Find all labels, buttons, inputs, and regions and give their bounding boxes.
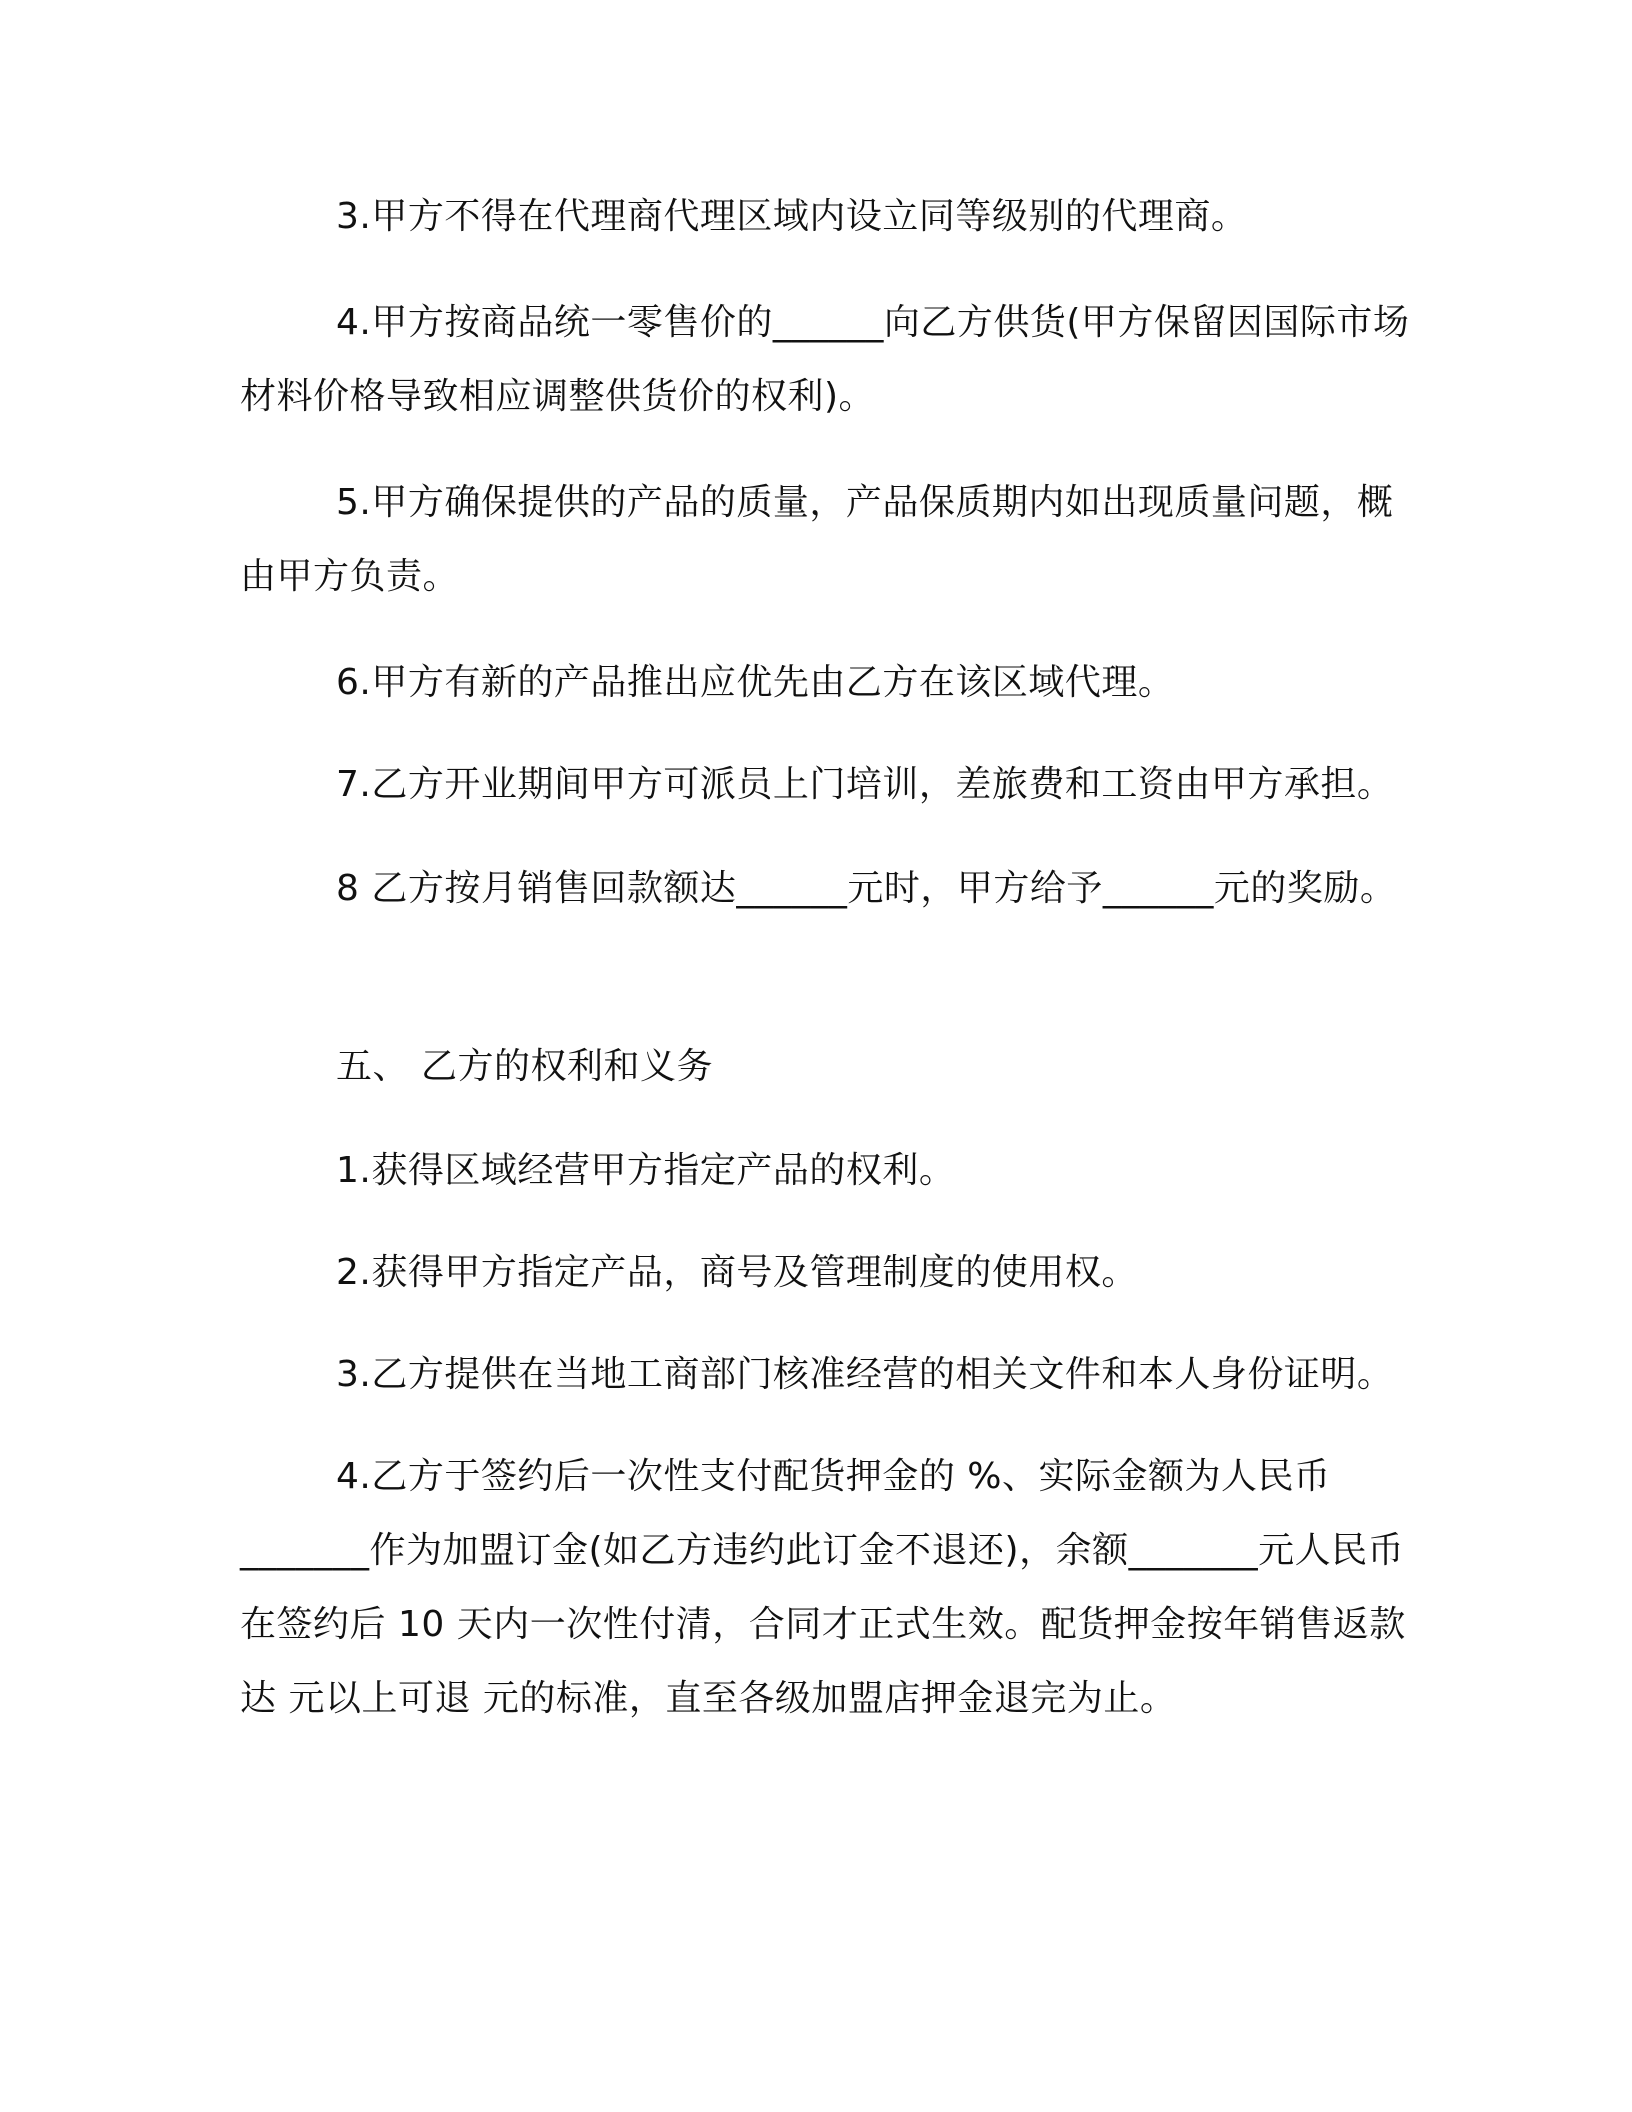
clause-b1: 1.获得区域经营甲方指定产品的权利。: [336, 1150, 956, 1191]
clause-a5: 5.甲方确保提供的产品的质量，产品保质期内如出现质量问题，概由甲方负责。: [240, 482, 1394, 597]
clause-b3: 3.乙方提供在当地工商部门核准经营的相关文件和本人身份证明。: [336, 1354, 1394, 1395]
clause-b2: 2.获得甲方指定产品，商号及管理制度的使用权。: [336, 1252, 1138, 1293]
clause-a3: 3.甲方不得在代理商代理区域内设立同等级别的代理商。: [336, 196, 1248, 237]
clause-a8: 8 乙方按月销售回款额达______元时，甲方给予______元的奖励。: [336, 868, 1397, 909]
section-heading-5: 五、 乙方的权利和义务: [336, 1046, 713, 1087]
clause-a7: 7.乙方开业期间甲方可派员上门培训，差旅费和工资由甲方承担。: [336, 764, 1394, 805]
clause-a6: 6.甲方有新的产品推出应优先由乙方在该区域代理。: [336, 662, 1175, 703]
clause-a4: 4.甲方按商品统一零售价的______向乙方供货(甲方保留因国际市场材料价格导致相应调整供货价的权利)。: [240, 302, 1410, 417]
clause-b4: 4.乙方于签约后一次性支付配货押金的 %、实际金额为人民币_______作为加盟订金(如乙方违约此订金不退还)，余额_______元人民币在签约后 10 天内一次性付清，合同才正式生效。配货押金按年销售返款达 元以上可退 元的标准，直至各级加盟店押金退完为止。: [240, 1456, 1406, 1719]
